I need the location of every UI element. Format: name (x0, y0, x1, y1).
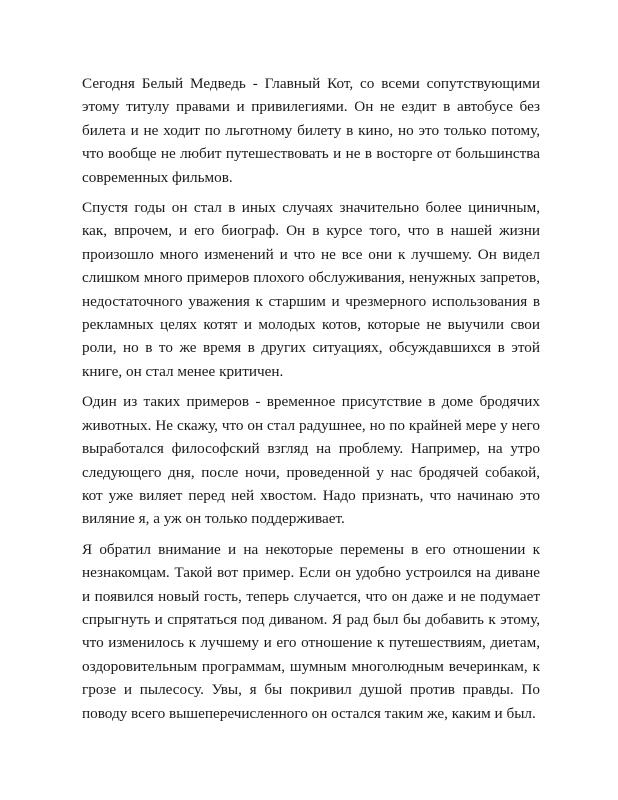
paragraph-3: Один из таких примеров - временное присутствие в доме бродячих животных. Не скажу, что он стал радушнее, но по крайней мере у него выработался философский взгляд на проблему. Например, на утро следующего дня, после ночи, проведенной у нас бродячей собакой, кот уже виляет перед ней хвостом. Надо признать, что начинаю это виляние я, а уж он только поддерживает. (82, 393, 540, 528)
paragraph-4: Я обратил внимание и на некоторые перемены в его отношении к незнакомцам. Такой вот пример. Если он удобно устроился на диване и появился новый гость, теперь случается, что он даже и не подумает спрыгнуть и спрятаться под диваном. Я рад был бы добавить к этому, что изменилось к лучшему и его отношение к путешествиям, диетам, оздоровительным программам, шумным многолюдным вечеринкам, к грозе и пылесосу. Увы, я бы покривил душой против правды. По поводу всего вышеперечисленного он остался таким же, каким и был. (82, 540, 540, 722)
paragraph-2: Спустя годы он стал в иных случаях значительно более циничным, как, впрочем, и его биограф. Он в курсе того, что в нашей жизни произошло много изменений и что не все они к лучшему. Он видел слишком много примеров плохого обслуживания, ненужных запретов, недостаточного уважения к старшим и чрезмерного использования в рекламных целях котят и молодых котов, которые не выучили свои роли, но в то же время в других ситуациях, обсуждавшихся в этой книге, он стал менее критичен. (82, 199, 540, 380)
document-page (82, 72, 540, 732)
paragraph-1: Сегодня Белый Медведь - Главный Кот, со всеми сопутствующими этому титулу правами и привилегиями. Он не ездит в автобусе без билета и не ходит по льготному билету в кино, но это только потому, что вообще не любит путешествовать и не в восторге от большинства современных фильмов. (82, 75, 540, 186)
